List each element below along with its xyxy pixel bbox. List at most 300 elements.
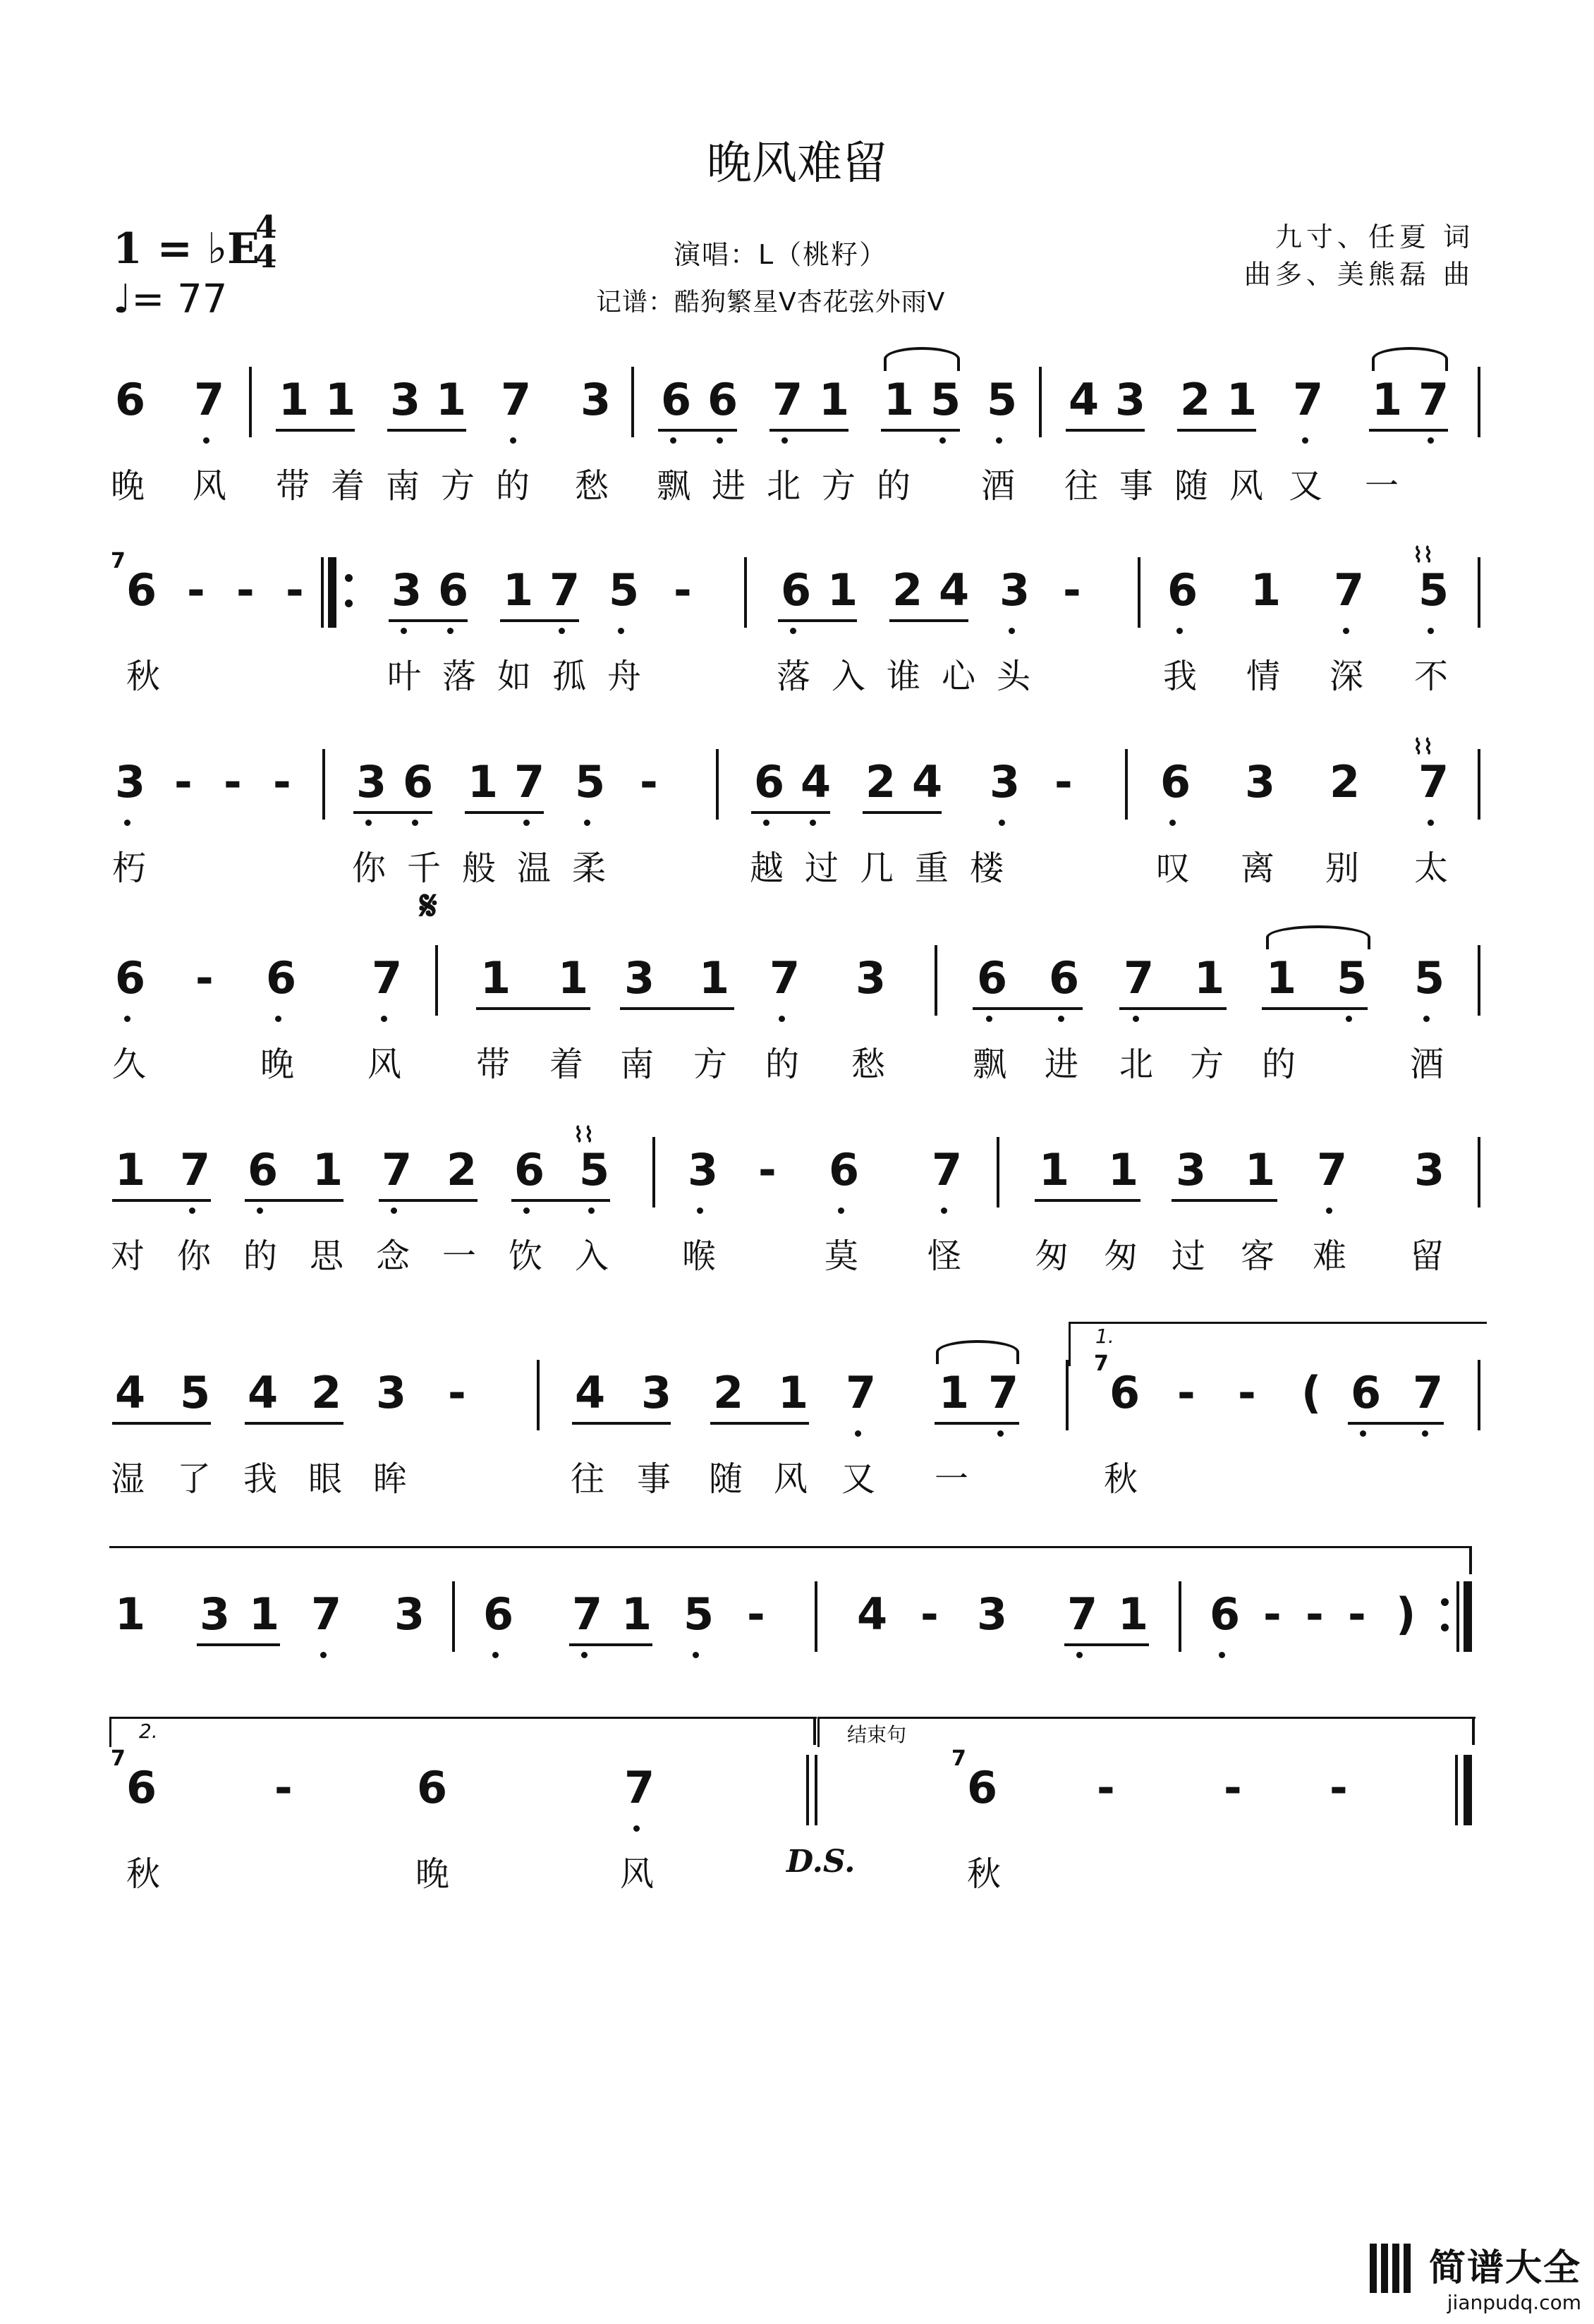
note: 5 bbox=[987, 374, 1018, 425]
note: 5 bbox=[575, 756, 606, 808]
note: 1 bbox=[436, 374, 467, 425]
note: 5 bbox=[609, 564, 640, 616]
note: 6 bbox=[829, 1144, 860, 1196]
low-dot bbox=[257, 1207, 263, 1214]
low-dot bbox=[401, 628, 407, 634]
lyric: 叹 bbox=[1156, 848, 1191, 888]
lyric: 朽 bbox=[112, 848, 147, 888]
lyric: 入 bbox=[575, 1236, 609, 1276]
note: 2 bbox=[446, 1144, 477, 1196]
note: 5 bbox=[579, 1144, 610, 1196]
note: 4 bbox=[115, 1367, 146, 1418]
low-dot bbox=[763, 820, 769, 826]
lyric: 又 bbox=[841, 1459, 876, 1499]
lyric: 温 bbox=[517, 848, 552, 888]
note: 1 bbox=[115, 1588, 146, 1640]
underline bbox=[387, 429, 466, 432]
lyric: 往 bbox=[571, 1459, 605, 1499]
underline bbox=[276, 429, 355, 432]
low-dot bbox=[997, 1430, 1004, 1437]
notes-row-6 bbox=[109, 1351, 1488, 1444]
underline bbox=[751, 811, 830, 814]
note: - bbox=[1054, 756, 1073, 808]
volta-1-label: 1. bbox=[1095, 1325, 1114, 1348]
note: 6 bbox=[403, 756, 434, 808]
note: 6 bbox=[1167, 564, 1198, 616]
underline bbox=[881, 429, 960, 432]
lyric: 般 bbox=[462, 848, 497, 888]
lyric: 眸 bbox=[373, 1459, 408, 1499]
note: 6 bbox=[781, 564, 812, 616]
low-dot bbox=[588, 1207, 595, 1214]
barline bbox=[1179, 1581, 1181, 1652]
note: 6 bbox=[483, 1588, 514, 1640]
note: 6 bbox=[417, 1762, 448, 1813]
barline bbox=[716, 749, 719, 820]
note: 1 bbox=[468, 756, 499, 808]
note: 7 bbox=[624, 1762, 655, 1813]
note: 1 bbox=[480, 952, 511, 1004]
volta-1-continuation bbox=[109, 1546, 1471, 1548]
lyric: 入 bbox=[832, 657, 866, 696]
piano-keys-icon bbox=[1351, 2244, 1415, 2300]
ending-bracket bbox=[817, 1717, 1476, 1747]
repeat-dot bbox=[1441, 1624, 1449, 1631]
ending-label: 结束句 bbox=[847, 1723, 907, 1746]
note: ( bbox=[1301, 1367, 1322, 1418]
note: 5 bbox=[1418, 564, 1449, 616]
note: 6 bbox=[661, 374, 692, 425]
note: 6 bbox=[248, 1144, 279, 1196]
note: 1 bbox=[1108, 1144, 1139, 1196]
note: 7 bbox=[572, 1588, 603, 1640]
lyrics-row-4 bbox=[109, 1037, 1488, 1086]
notes-row-1 bbox=[109, 374, 1488, 451]
barline bbox=[935, 945, 937, 1016]
underline bbox=[889, 619, 968, 622]
note: 7 bbox=[1317, 1144, 1348, 1196]
trill-mark: ⌇⌇ bbox=[573, 1123, 595, 1148]
underline bbox=[973, 1007, 1083, 1010]
lyric: 风 bbox=[367, 1045, 402, 1084]
lyric: 着 bbox=[331, 466, 365, 506]
volta-1-end bbox=[1469, 1546, 1472, 1574]
low-dot bbox=[1219, 1652, 1225, 1658]
note: 3 bbox=[376, 1367, 407, 1418]
note: 6 bbox=[115, 374, 146, 425]
low-dot bbox=[1176, 628, 1183, 634]
notes-row-2 bbox=[109, 543, 1488, 642]
underline bbox=[935, 1422, 1019, 1425]
note: - bbox=[1306, 1588, 1324, 1640]
note: 3 bbox=[688, 1144, 719, 1196]
low-dot bbox=[838, 1207, 844, 1214]
low-dot bbox=[1428, 820, 1434, 826]
low-dot bbox=[391, 1207, 397, 1214]
note: 1 bbox=[699, 952, 730, 1004]
lyric: 离 bbox=[1241, 848, 1275, 888]
underline bbox=[1064, 1643, 1149, 1646]
lyric: 落 bbox=[777, 657, 811, 696]
lyric: 喉 bbox=[682, 1236, 717, 1276]
lyrics-row-5 bbox=[109, 1229, 1488, 1278]
lyric: 重 bbox=[915, 848, 949, 888]
note: - bbox=[187, 564, 205, 616]
lyric: 怪 bbox=[927, 1236, 962, 1276]
lyric: 风 bbox=[193, 466, 227, 506]
lyric: 方 bbox=[693, 1045, 728, 1084]
note: 7 bbox=[1418, 756, 1449, 808]
note: 6 bbox=[1160, 756, 1191, 808]
time-signature bbox=[255, 209, 277, 275]
underline bbox=[511, 1199, 610, 1202]
low-dot bbox=[941, 1207, 947, 1214]
low-dot bbox=[618, 628, 624, 634]
low-dot bbox=[510, 437, 516, 444]
underline bbox=[769, 429, 848, 432]
low-dot bbox=[790, 628, 796, 634]
lyric: 的 bbox=[765, 1045, 800, 1084]
note: 5 bbox=[930, 374, 961, 425]
lyric: 一 bbox=[1365, 466, 1399, 506]
low-dot bbox=[320, 1652, 327, 1658]
barline bbox=[249, 367, 252, 437]
note: 7 bbox=[772, 374, 803, 425]
note: 6 bbox=[977, 952, 1008, 1004]
lyric: 方 bbox=[1190, 1045, 1224, 1084]
lyric: 太 bbox=[1414, 848, 1449, 888]
low-dot bbox=[365, 820, 372, 826]
note: - bbox=[1330, 1762, 1348, 1813]
lyric: 方 bbox=[441, 466, 475, 506]
note: 2 bbox=[865, 756, 896, 808]
lyric: 柔 bbox=[572, 848, 607, 888]
dal-segno-mark: D.S. bbox=[786, 1844, 856, 1880]
lyric: 难 bbox=[1313, 1236, 1347, 1276]
note: 1 bbox=[1194, 952, 1225, 1004]
lyric: 饮 bbox=[509, 1236, 543, 1276]
repeat-dot bbox=[345, 600, 353, 607]
repeat-end-thin bbox=[1456, 1581, 1459, 1652]
note: 1 bbox=[279, 374, 310, 425]
lyric: 匆 bbox=[1035, 1236, 1069, 1276]
low-dot bbox=[1076, 1652, 1083, 1658]
lyric: 深 bbox=[1330, 657, 1364, 696]
note: - bbox=[1063, 564, 1081, 616]
lyric: 方 bbox=[822, 466, 856, 506]
note: 6 bbox=[438, 564, 469, 616]
low-dot bbox=[779, 1016, 785, 1022]
lyric: 过 bbox=[1172, 1236, 1206, 1276]
note: 3 bbox=[115, 756, 146, 808]
note: - bbox=[1238, 1367, 1256, 1418]
note: 5 bbox=[1337, 952, 1368, 1004]
note: 3 bbox=[1176, 1144, 1207, 1196]
lyric: 风 bbox=[620, 1854, 655, 1894]
lyric: 念 bbox=[376, 1236, 410, 1276]
lyric: 客 bbox=[1241, 1236, 1275, 1276]
note: - bbox=[448, 1367, 466, 1418]
ending-bracket-end bbox=[1472, 1717, 1475, 1745]
lyric: 眼 bbox=[308, 1459, 343, 1499]
note: 6 bbox=[707, 374, 738, 425]
lyric: 不 bbox=[1414, 657, 1449, 696]
low-dot bbox=[584, 820, 590, 826]
low-dot bbox=[412, 820, 418, 826]
lyric: 头 bbox=[997, 657, 1031, 696]
underline bbox=[112, 1422, 211, 1425]
lyric: 湿 bbox=[111, 1459, 145, 1499]
underline bbox=[1177, 429, 1256, 432]
lyric: 着 bbox=[549, 1045, 584, 1084]
final-bar-thin bbox=[1455, 1755, 1458, 1825]
note: 4 bbox=[1069, 374, 1100, 425]
note: 3 bbox=[390, 374, 421, 425]
note: 1 bbox=[884, 374, 915, 425]
low-dot bbox=[124, 1016, 130, 1022]
note: - bbox=[273, 756, 291, 808]
underline bbox=[1348, 1422, 1444, 1425]
double-bar bbox=[815, 1755, 817, 1825]
lyric: 愁 bbox=[575, 466, 609, 506]
lyrics-row-1 bbox=[109, 458, 1488, 508]
barline bbox=[537, 1360, 540, 1430]
grace-note: 7 bbox=[951, 1746, 966, 1771]
note: 6 bbox=[1210, 1588, 1241, 1640]
note: - bbox=[674, 564, 692, 616]
repeat-dot bbox=[1441, 1598, 1449, 1606]
low-dot bbox=[670, 437, 676, 444]
note: 3 bbox=[394, 1588, 425, 1640]
note: 4 bbox=[248, 1367, 279, 1418]
note: - bbox=[274, 1762, 293, 1813]
low-dot bbox=[1133, 1016, 1139, 1022]
note: 3 bbox=[391, 564, 422, 616]
barline bbox=[322, 749, 325, 820]
note: - bbox=[195, 952, 214, 1004]
note: 3 bbox=[200, 1588, 231, 1640]
lyric: 越 bbox=[750, 848, 784, 888]
note: 3 bbox=[990, 756, 1021, 808]
low-dot bbox=[996, 437, 1002, 444]
barline bbox=[1478, 945, 1480, 1016]
note: - bbox=[1177, 1367, 1196, 1418]
grace-note: 7 bbox=[1094, 1351, 1109, 1376]
note: 6 bbox=[754, 756, 785, 808]
note: 1 bbox=[819, 374, 850, 425]
underline bbox=[465, 811, 544, 814]
low-dot bbox=[381, 1016, 387, 1022]
singer-credit: 演唱：L（桃籽） bbox=[674, 239, 888, 270]
underline bbox=[1369, 429, 1448, 432]
note: 2 bbox=[311, 1367, 342, 1418]
note: 6 bbox=[1351, 1367, 1382, 1418]
low-dot bbox=[559, 628, 565, 634]
low-dot bbox=[275, 1016, 281, 1022]
barline bbox=[1478, 1360, 1480, 1430]
note: 1 bbox=[1372, 374, 1403, 425]
note: 5 bbox=[683, 1588, 714, 1640]
note: 7 bbox=[988, 1367, 1019, 1418]
lyric: 晚 bbox=[260, 1045, 295, 1084]
note: - bbox=[1224, 1762, 1242, 1813]
note: 7 bbox=[1124, 952, 1155, 1004]
note: 7 bbox=[932, 1144, 963, 1196]
lyrics-row-2 bbox=[109, 649, 1488, 698]
note: 1 bbox=[558, 952, 589, 1004]
barline bbox=[1039, 367, 1042, 437]
lyric: 一 bbox=[442, 1236, 477, 1276]
notes-row-5 bbox=[109, 1123, 1488, 1222]
lyric: 北 bbox=[1119, 1045, 1154, 1084]
low-dot bbox=[124, 820, 130, 826]
lyric: 风 bbox=[774, 1459, 808, 1499]
underline bbox=[1262, 1007, 1368, 1010]
note: 3 bbox=[1414, 1144, 1445, 1196]
lyric: 秋 bbox=[126, 1854, 161, 1894]
note: 1 bbox=[1039, 1144, 1070, 1196]
low-dot bbox=[717, 437, 723, 444]
lyric: 的 bbox=[1262, 1045, 1296, 1084]
note: 7 bbox=[311, 1588, 342, 1640]
low-dot bbox=[1302, 437, 1308, 444]
underline bbox=[245, 1199, 343, 1202]
note: 7 bbox=[501, 374, 532, 425]
note: 3 bbox=[641, 1367, 672, 1418]
note: 6 bbox=[514, 1144, 545, 1196]
underline bbox=[572, 1422, 671, 1425]
note: 6 bbox=[1109, 1367, 1140, 1418]
lyric: 留 bbox=[1410, 1236, 1444, 1276]
low-dot bbox=[781, 437, 788, 444]
note: - bbox=[1348, 1588, 1366, 1640]
barline bbox=[652, 1137, 655, 1207]
low-dot bbox=[523, 1207, 530, 1214]
note: 7 bbox=[549, 564, 580, 616]
lyric: 南 bbox=[620, 1045, 655, 1084]
lyric: 落 bbox=[442, 657, 477, 696]
underline bbox=[620, 1007, 734, 1010]
volta-2-bracket bbox=[109, 1717, 817, 1747]
lyrics-row-3 bbox=[109, 841, 1488, 890]
lyric: 一 bbox=[935, 1459, 969, 1499]
lyric: 带 bbox=[476, 1045, 511, 1084]
barline bbox=[815, 1581, 817, 1652]
slur bbox=[936, 1340, 1019, 1364]
lyric: 往 bbox=[1064, 466, 1099, 506]
low-dot bbox=[986, 1016, 992, 1022]
notes-row-4 bbox=[109, 952, 1488, 1030]
note: 4 bbox=[912, 756, 943, 808]
lyric: 孤 bbox=[552, 657, 587, 696]
lyric: 舟 bbox=[607, 657, 642, 696]
barline bbox=[631, 367, 634, 437]
note: 7 bbox=[1334, 564, 1365, 616]
note: 3 bbox=[580, 374, 612, 425]
note: 7 bbox=[372, 952, 403, 1004]
lyric: 楼 bbox=[970, 848, 1004, 888]
note: 1 bbox=[115, 1144, 146, 1196]
note: 7 bbox=[769, 952, 801, 1004]
note: 4 bbox=[801, 756, 832, 808]
time-bottom: 4 bbox=[255, 239, 277, 275]
lyric: 南 bbox=[386, 466, 420, 506]
underline bbox=[658, 429, 737, 432]
lyric: 你 bbox=[352, 848, 387, 888]
lyrics-row-8 bbox=[109, 1844, 1488, 1896]
final-bar-thick bbox=[1464, 1755, 1472, 1825]
note: 2 bbox=[892, 564, 923, 616]
underline bbox=[112, 1199, 211, 1202]
barline bbox=[744, 557, 747, 628]
note: - bbox=[1263, 1588, 1282, 1640]
note: - bbox=[920, 1588, 939, 1640]
segno-mark: 𝄋 bbox=[420, 882, 437, 930]
underline bbox=[379, 1199, 477, 1202]
note: 7 bbox=[1418, 374, 1449, 425]
barline bbox=[435, 945, 438, 1016]
note: 5 bbox=[1414, 952, 1445, 1004]
low-dot bbox=[581, 1652, 588, 1658]
lyric: 进 bbox=[1045, 1045, 1079, 1084]
note: 1 bbox=[503, 564, 534, 616]
underline bbox=[1035, 1199, 1140, 1202]
note: 3 bbox=[624, 952, 655, 1004]
low-dot bbox=[1422, 1430, 1428, 1437]
lyrics-row-6 bbox=[109, 1452, 1488, 1501]
note: 1 bbox=[1266, 952, 1297, 1004]
note: 7 bbox=[514, 756, 545, 808]
watermark-url: jianpudq.com bbox=[1447, 2291, 1581, 2314]
slur bbox=[1266, 925, 1370, 949]
lyric: 愁 bbox=[851, 1045, 886, 1084]
low-dot bbox=[1423, 1016, 1430, 1022]
lyric: 情 bbox=[1246, 657, 1281, 696]
repeat-dot bbox=[345, 574, 353, 582]
low-dot bbox=[1343, 628, 1349, 634]
note: 3 bbox=[856, 952, 887, 1004]
lyric: 晚 bbox=[415, 1854, 450, 1894]
repeat-start-thin bbox=[321, 557, 324, 628]
tempo-marking: ♩= 77 bbox=[113, 276, 228, 322]
note: - bbox=[758, 1144, 777, 1196]
note: 7 bbox=[180, 1144, 211, 1196]
lyric: 晚 bbox=[111, 466, 145, 506]
underline bbox=[1119, 1007, 1227, 1010]
note: 1 bbox=[827, 564, 858, 616]
underline bbox=[353, 811, 432, 814]
low-dot bbox=[1009, 628, 1015, 634]
barline bbox=[1478, 367, 1480, 437]
notes-row-8 bbox=[109, 1746, 1488, 1839]
underline bbox=[197, 1643, 280, 1646]
note: 5 bbox=[180, 1367, 211, 1418]
note: - bbox=[747, 1588, 765, 1640]
low-dot bbox=[855, 1430, 861, 1437]
composer-credit: 曲多、美熊磊 曲 bbox=[1243, 259, 1474, 290]
note: 1 bbox=[621, 1588, 652, 1640]
slur bbox=[1372, 347, 1448, 371]
underline bbox=[710, 1422, 809, 1425]
underline bbox=[389, 619, 468, 622]
note: 4 bbox=[575, 1367, 606, 1418]
repeat-end-thick bbox=[1464, 1581, 1472, 1652]
key-signature: 1 = ♭E bbox=[113, 224, 260, 274]
lyric: 飘 bbox=[973, 1045, 1007, 1084]
note: ) bbox=[1396, 1588, 1416, 1640]
note: 2 bbox=[1330, 756, 1361, 808]
note: 6 bbox=[126, 1762, 157, 1813]
